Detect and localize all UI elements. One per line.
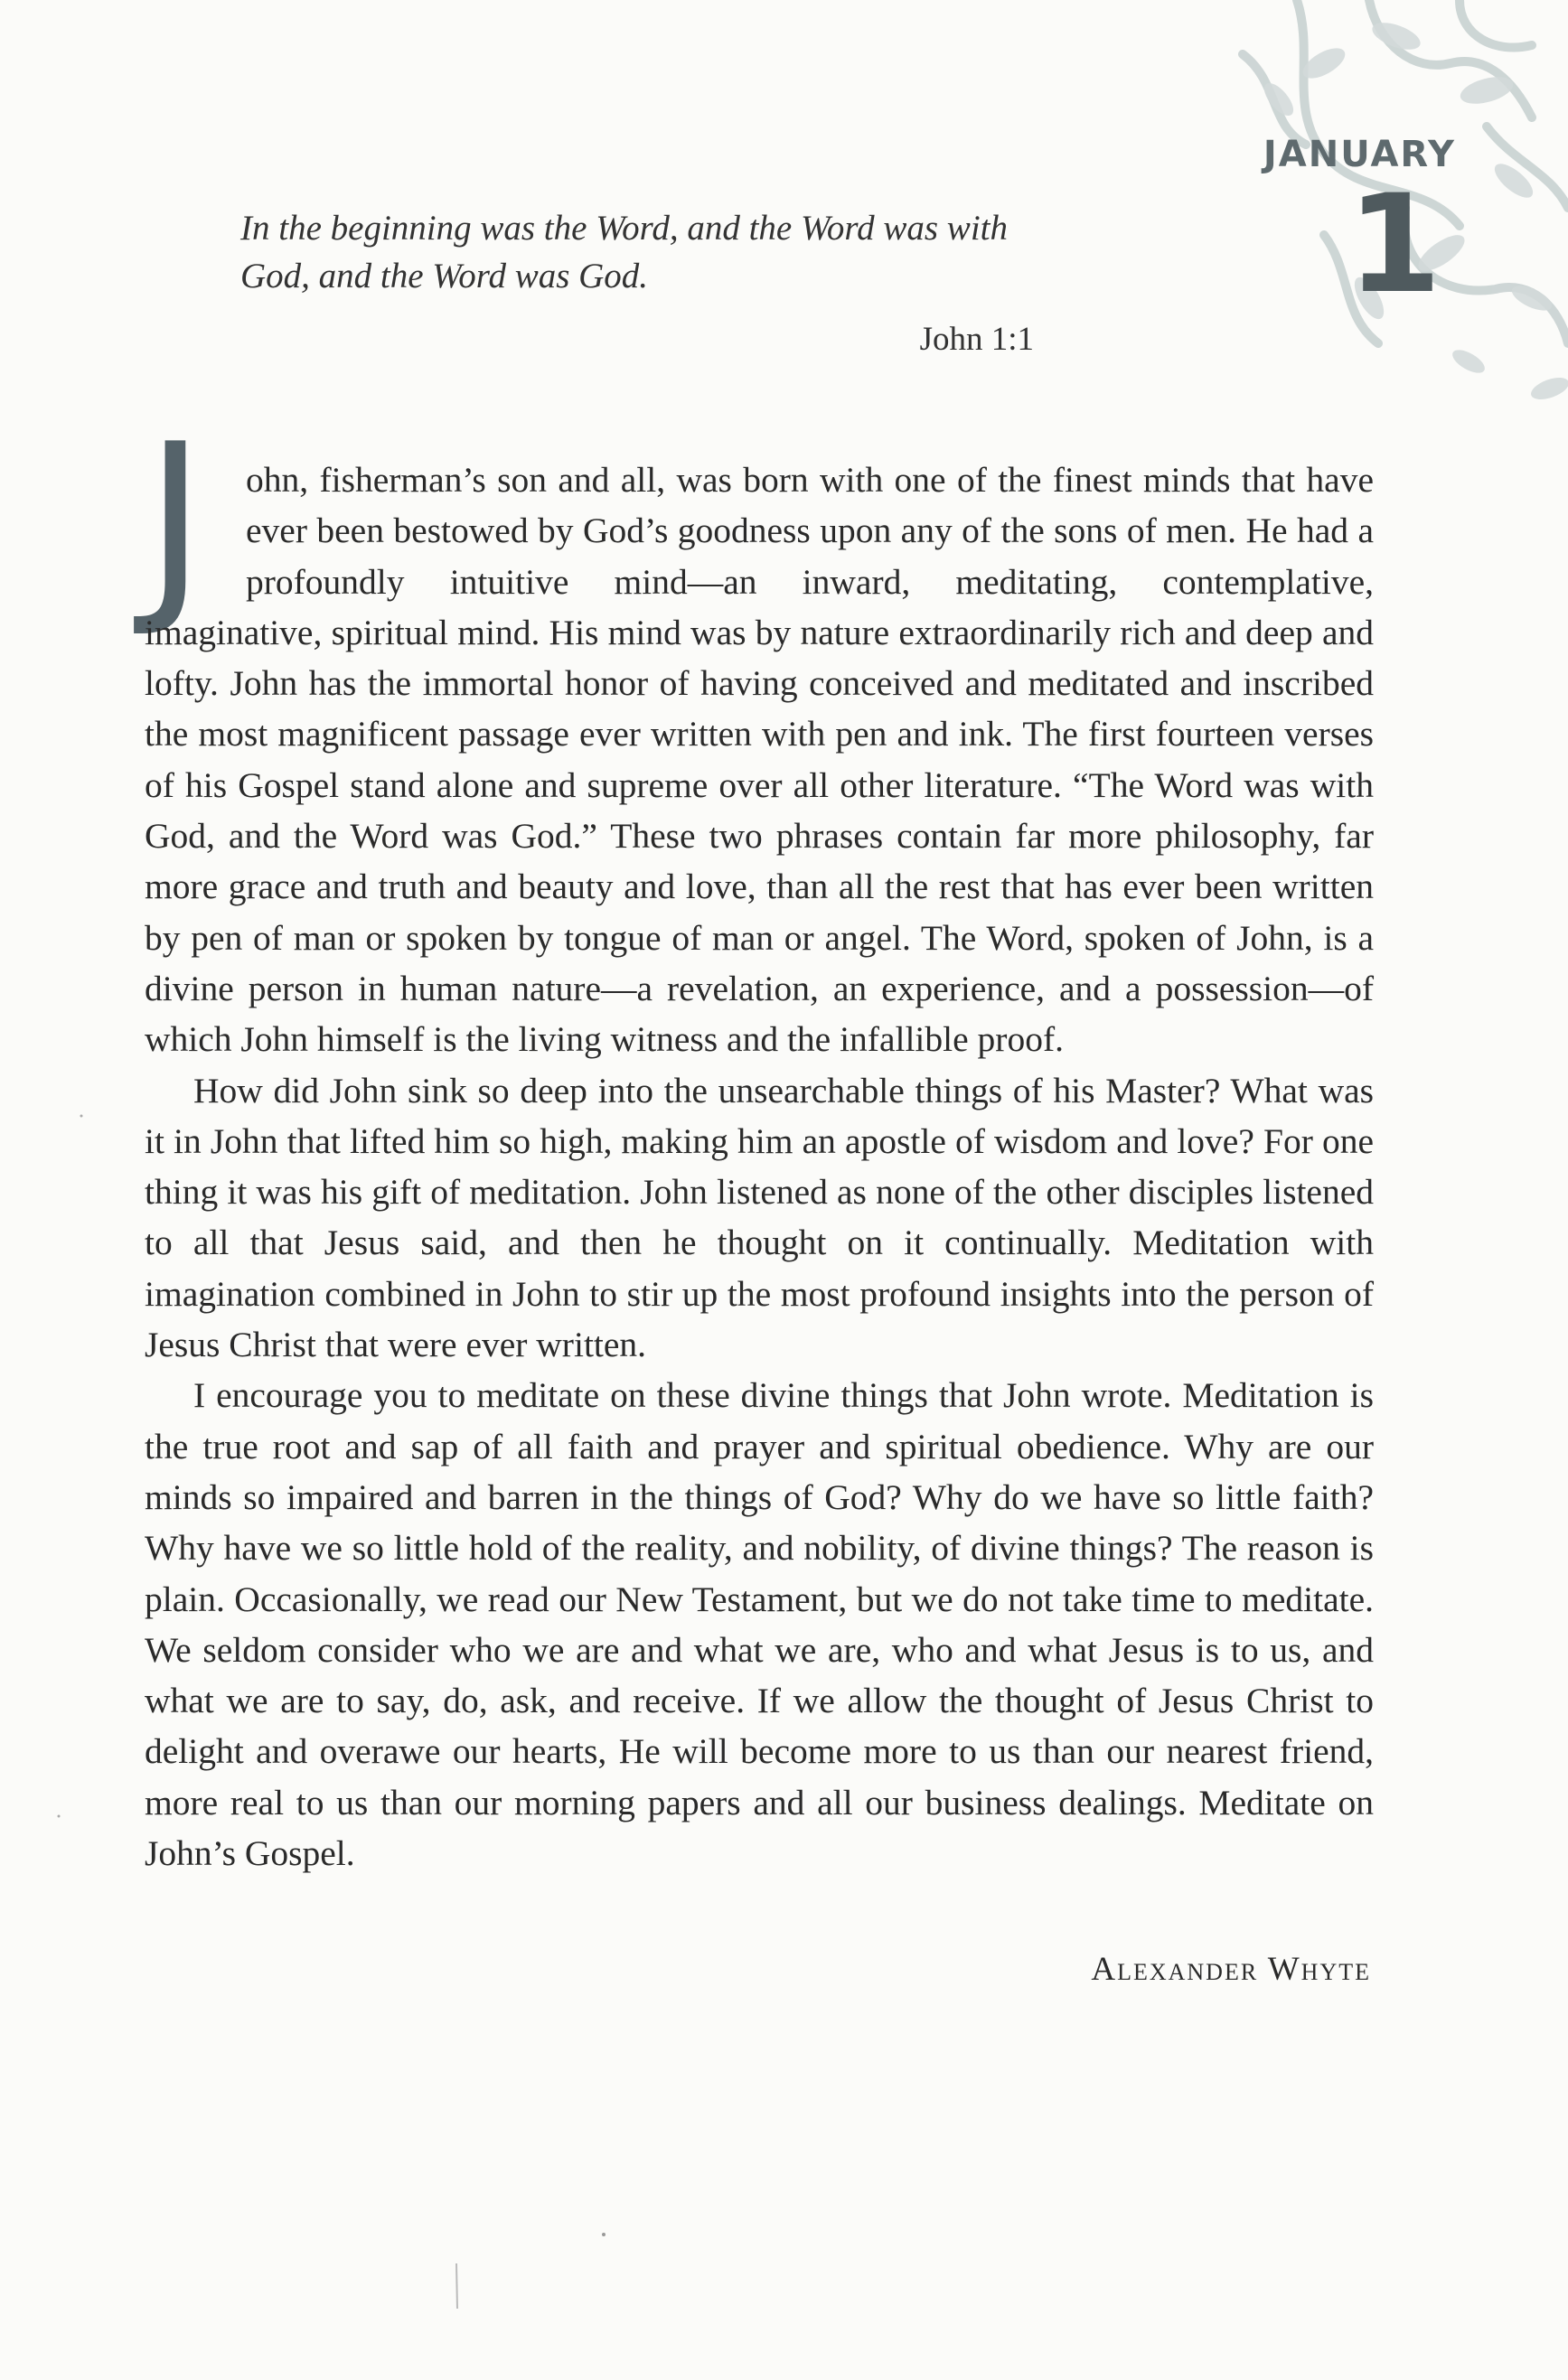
devotional-body <box>145 454 1374 1879</box>
epigraph-reference: John 1:1 <box>919 321 1034 358</box>
epigraph-quote: In the beginning was the Word, and the Word was with God, and the Word was God. <box>240 209 1008 295</box>
date-month: JANUARY <box>1263 134 1456 175</box>
date-day: 1 <box>1347 166 1441 323</box>
author-name: Alexander Whyte <box>1091 1951 1371 1988</box>
paragraph-1: ohn, fisherman’s son and all, was born with one of the finest minds that have ever been bestowed by God’s goodness upon any of the sons of men. He had a profoundly intuitive mind—an inward, meditating, contemplative, imaginative, spiritual mind. His mind was by nature extraordinarily rich and deep and lofty. John has the immortal honor of having conceived and meditated and inscribed the most magnificent passage ever written with pen and ink. The first fourteen verses of his Gospel stand alone and supreme over all other literature. “The Word was with God, and the Word was God.” These two phrases contain far more philosophy, far more grace and truth and beauty and love, than all the rest that has ever been written by pen of man or spoken by tongue of man or angel. The Word, spoken of John, is a divine person in human nature—a revelation, an experience, and a possession—of which John himself is the living witness and the infallible proof. <box>145 460 1374 1060</box>
drop-cap: J <box>145 400 206 642</box>
paragraph-2: How did John sink so deep into the unsearchable things of his Master? What was it in John that lifted him so high, making him an apostle of wisdom and love? For one thing it was his gift of meditation. John listened as none of the other disciples listened to all that Jesus said, and then he thought on it continually. Meditation with imagination combined in John to stir up the most profound insights into the person of Jesus Christ that were ever written. <box>145 1070 1374 1365</box>
paragraph-3: I encourage you to meditate on these divine things that John wrote. Meditation is the true root and sap of all faith and prayer and spiritual obedience. Why are our minds so impaired and barren in the things of God? Why do we have so little faith? Why have we so little hold of the reality, and nobility, of divine things? The reason is plain. Occasionally, we read our New Testament, but we do not take time to meditate. We seldom consider who we are and what we are, who and what Jesus is to us, and what we are to say, do, ask, and receive. If we allow the thought of Jesus Christ to delight and overawe our hearts, He will become more to us than our nearest friend, more real to us than our morning papers and all our business dealings. Meditate on John’s Gospel. <box>145 1375 1374 1874</box>
